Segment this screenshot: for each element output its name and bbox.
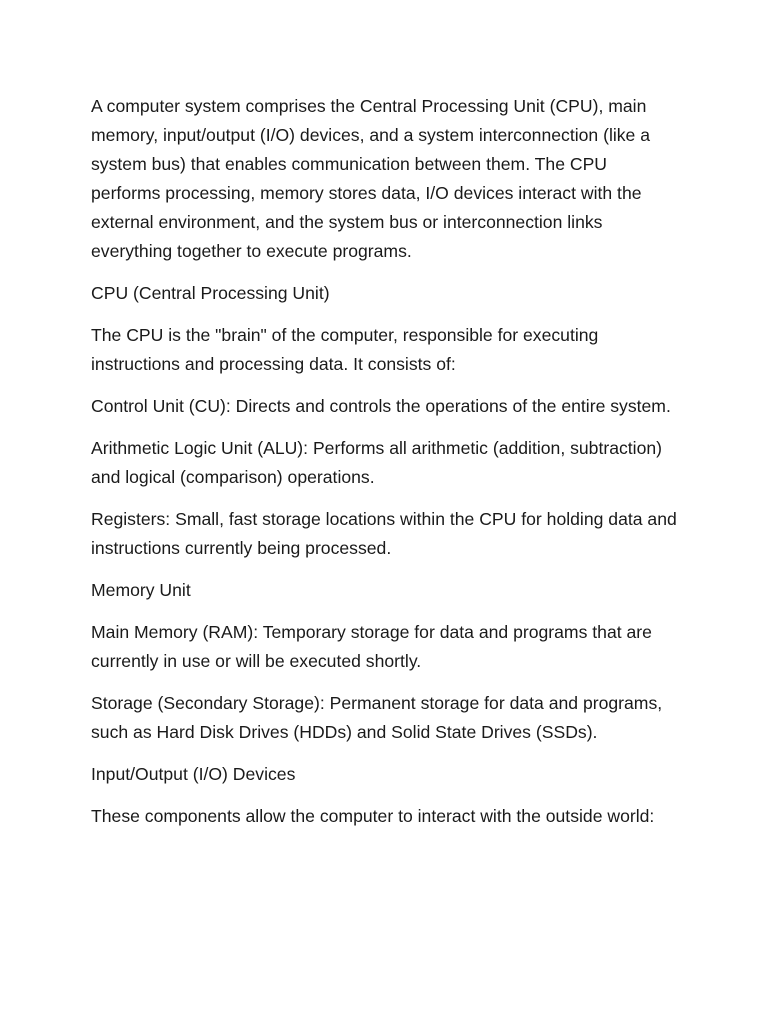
intro-paragraph: A computer system comprises the Central Processing Unit (CPU), main memory, input/output (I/O) devices, and a system interconnection (like a system bus) that enables communication between them. The CPU performs processing, memory stores data, I/O devices interact with the external environment, and the system bus or interconnection links everything together to execute programs. <box>91 96 651 261</box>
main-memory-item: Main Memory (RAM): Temporary storage for data and programs that are currently in use or will be executed shortly. <box>91 622 652 671</box>
cpu-heading: CPU (Central Processing Unit) <box>91 283 330 303</box>
cpu-description: The CPU is the "brain" of the computer, responsible for executing instructions and processing data. It consists of: <box>91 325 599 374</box>
document-body <box>91 92 681 844</box>
control-unit-item: Control Unit (CU): Directs and controls the operations of the entire system. <box>91 396 671 416</box>
memory-unit-heading: Memory Unit <box>91 580 191 600</box>
registers-item: Registers: Small, fast storage locations within the CPU for holding data and instructions currently being processed. <box>91 509 677 558</box>
alu-item: Arithmetic Logic Unit (ALU): Performs all arithmetic (addition, subtraction) and logical (comparison) operations. <box>91 438 663 487</box>
io-devices-heading: Input/Output (I/O) Devices <box>91 764 296 784</box>
io-description: These components allow the computer to interact with the outside world: <box>91 806 655 826</box>
secondary-storage-item: Storage (Secondary Storage): Permanent storage for data and programs, such as Hard Disk Drives (HDDs) and Solid State Drives (SSDs). <box>91 693 663 742</box>
